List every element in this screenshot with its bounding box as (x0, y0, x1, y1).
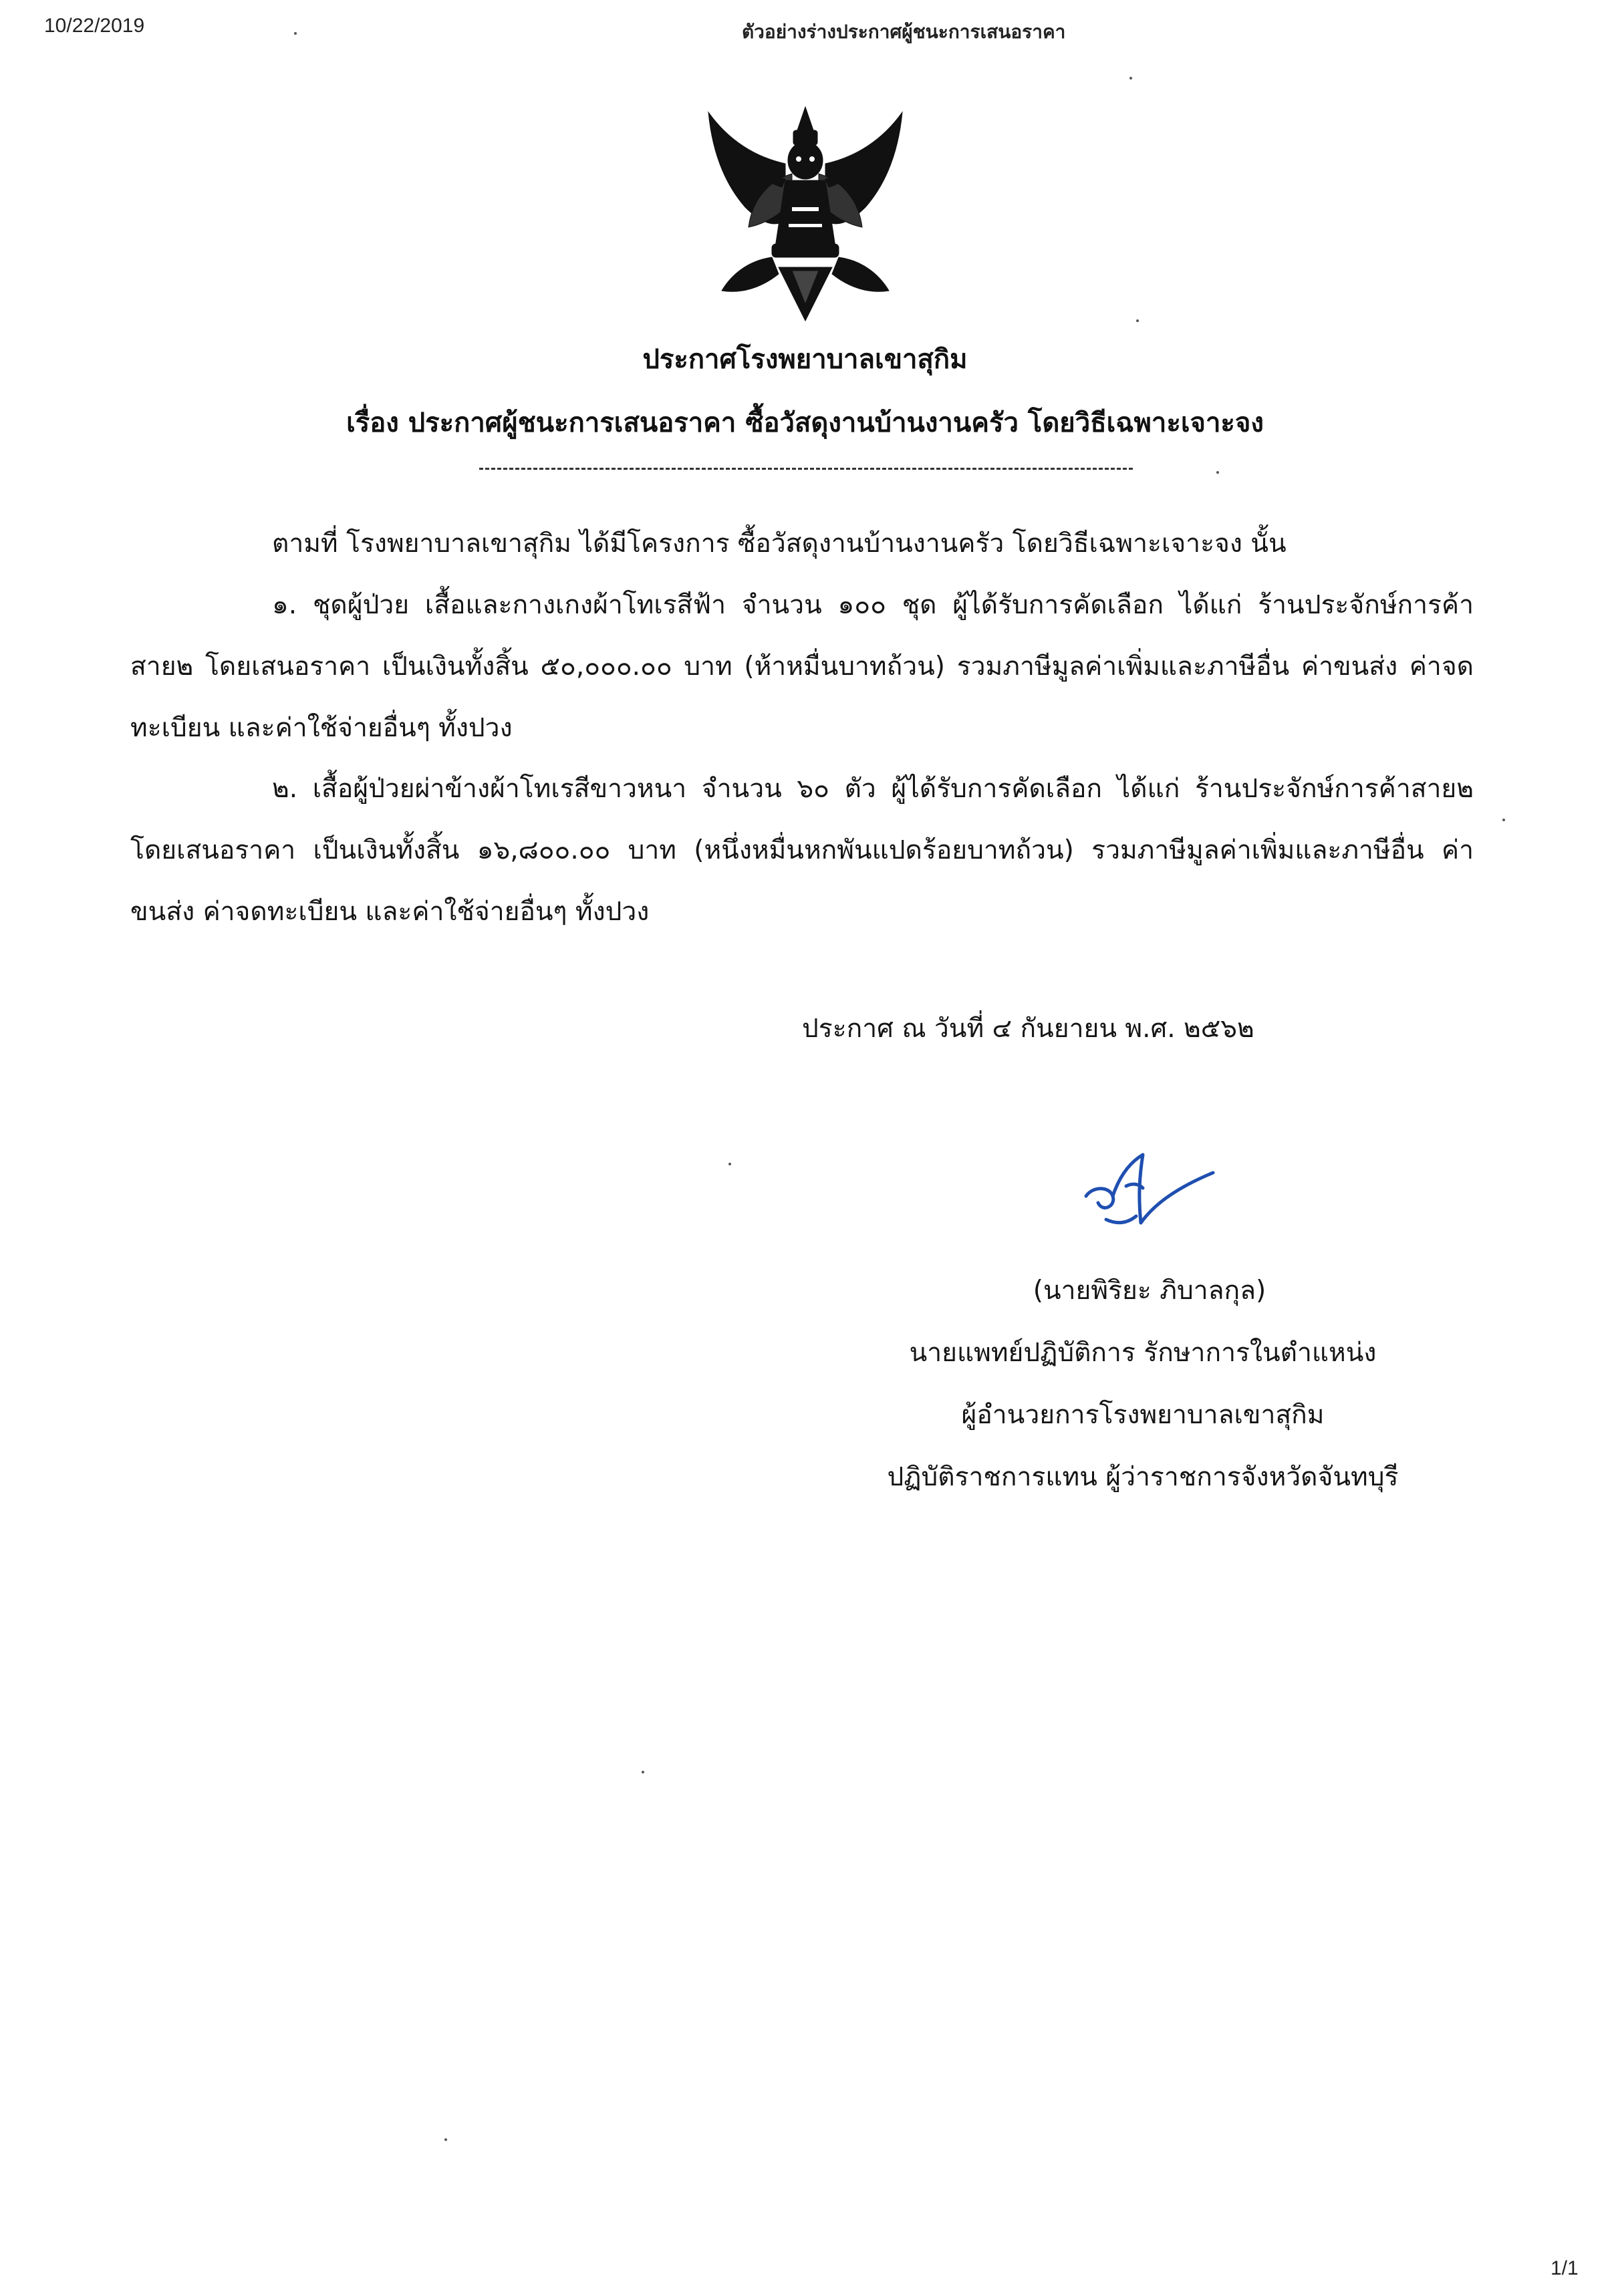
scan-speck (1216, 471, 1219, 474)
announcement-issuer: ประกาศโรงพยาบาลเขาสุกิม (642, 344, 968, 375)
signer-name: (นายพิริยะ ภิบาลกุล) (1033, 1276, 1266, 1306)
signer-position: นายแพทย์ปฏิบัติการ รักษาการในตำแหน่ง (909, 1338, 1377, 1368)
signer-delegation: ปฏิบัติราชการแทน ผู้ว่าราชการจังหวัดจันทบุรี (887, 1462, 1399, 1492)
scan-speck (294, 32, 297, 35)
garuda-emblem-icon (692, 100, 919, 327)
scan-speck (1502, 819, 1505, 821)
signer-acting-title: ผู้อำนวยการโรงพยาบาลเขาสุกิม (961, 1400, 1325, 1430)
scan-speck (444, 2138, 447, 2141)
scan-speck (1129, 77, 1132, 80)
scan-speck (1136, 319, 1139, 322)
intro-paragraph: ตามที่ โรงพยาบาลเขาสุกิม ได้มีโครงการ ซื้อวัสดุงานบ้านงานครัว โดยวิธีเฉพาะเจาะจง นั้น (272, 529, 1287, 559)
title-divider (479, 468, 1133, 470)
award-item-2: ๒. เสื้อผู้ป่วยผ่าข้างผ้าโทเรสีขาวหนา จำนวน ๖๐ ตัว ผู้ได้รับการคัดเลือก ได้แก่ ร้านประจักษ์การค้าสาย๒ โดยเสนอราคา เป็นเงินทั้งสิ้น ๑๖,๘๐๐.๐๐ บาท (หนึ่งหมื่นหกพันแปดร้อยบาทถ้วน) รวมภาษีมูลค่าเพิ่มและภาษีอื่น ค่าขนส่ง ค่าจดทะเบียน และค่าใช้จ่ายอื่นๆ ทั้งปวง (130, 774, 1474, 927)
scan-speck (728, 1163, 731, 1165)
print-date: 10/22/2019 (44, 15, 145, 37)
page-number: 1/1 (1551, 2257, 1579, 2279)
award-item-1: ๑. ชุดผู้ป่วย เสื้อและกางเกงผ้าโทเรสีฟ้า จำนวน ๑๐๐ ชุด ผู้ได้รับการคัดเลือก ได้แก่ ร้านประจักษ์การค้าสาย๒ โดยเสนอราคา เป็นเงินทั้งสิ้น ๕๐,๐๐๐.๐๐ บาท (ห้าหมื่นบาทถ้วน) รวมภาษีมูลค่าเพิ่มและภาษีอื่น ค่าขนส่ง ค่าจดทะเบียน และค่าใช้จ่ายอื่นๆ ทั้งปวง (130, 590, 1474, 743)
print-document-title: ตัวอย่างร่างประกาศผู้ชนะการเสนอราคา (742, 21, 1066, 43)
handwritten-signature (1079, 1149, 1220, 1236)
announcement-subject: เรื่อง ประกาศผู้ชนะการเสนอราคา ซื้อวัสดุงานบ้านงานครัว โดยวิธีเฉพาะเจาะจง (346, 408, 1264, 438)
announcement-date: ประกาศ ณ วันที่ ๔ กันยายน พ.ศ. ๒๕๖๒ (802, 1014, 1254, 1044)
scan-speck (642, 1771, 644, 1773)
